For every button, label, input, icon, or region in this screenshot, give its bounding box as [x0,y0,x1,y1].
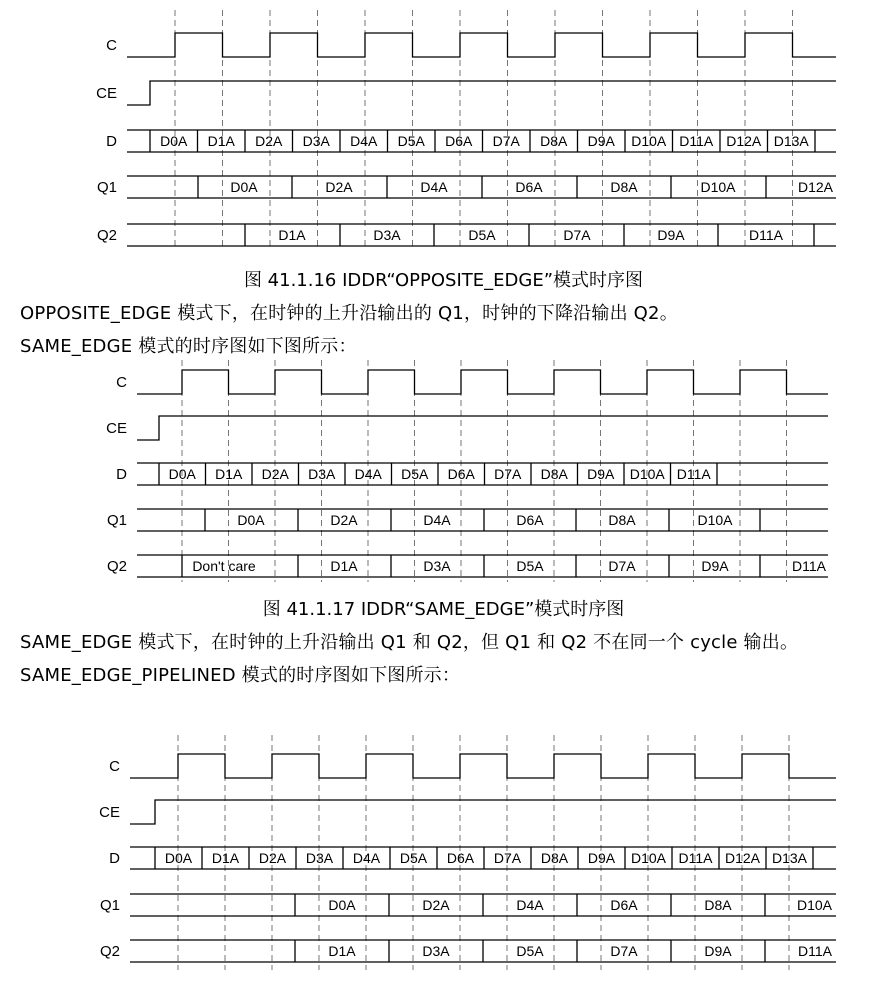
q2-bus-cell: D11A [749,227,783,243]
q2-bus-cell: D11A [792,558,826,574]
q1-bus-cell: D6A [515,179,543,195]
q1-bus-cell: D10A [700,179,736,195]
ce-waveform [130,800,836,824]
q1-bus-cell: D10A [796,897,832,913]
q1-bus-cell: D2A [325,179,353,195]
signal-label-q1: Q1 [99,897,120,914]
d-bus-cell: D2A [258,850,287,866]
q2-bus-cell: D5A [516,943,544,959]
d-bus-cell: D3A [305,850,334,866]
d-bus-cell: D6A [445,133,473,149]
ce-waveform [127,81,836,105]
paragraph-same-edge-description: SAME_EDGE 模式下，在时钟的上升沿输出 Q1 和 Q2，但 Q1 和 Q2 不在同一个 cycle 输出。 [20,632,799,653]
q2-bus-cell: D1A [328,943,356,959]
signal-label-q2: Q2 [99,943,120,960]
q1-bus-cell: D4A [420,179,448,195]
signal-label-ce: CE [106,420,127,437]
d-bus-cell: D4A [354,466,382,482]
d-bus-cell: D10A [629,466,665,482]
q2-bus-cell: D1A [330,558,358,574]
q2-bus-cell: D3A [373,227,401,243]
q1-bus-cell: D2A [422,897,450,913]
signal-label-q2: Q2 [106,558,127,575]
d-bus-cell: D9A [587,850,616,866]
clock-waveform [130,754,836,778]
clock-waveform [137,370,828,394]
q2-bus-cell: Don't care [192,558,256,574]
d-bus-cell: D13A [773,133,809,149]
q1-bus-cell: D0A [237,512,265,528]
figure-caption-opposite-edge: 图 41.1.16 IDDR“OPPOSITE_EDGE”模式时序图 [243,270,644,291]
ce-waveform [137,416,828,440]
diagram-opposite-edge [96,10,836,250]
d-bus-cell: D4A [352,850,381,866]
d-bus-cell: D1A [215,466,243,482]
d-bus-cell: D11A [679,133,714,149]
d-bus-cell: D3A [308,466,336,482]
d-bus-cell: D1A [207,133,235,149]
d-bus-cell: D10A [631,133,667,149]
d-bus-cell: D12A [724,850,761,866]
signal-label-ce: CE [96,85,117,102]
q2-bus-cell: D7A [608,558,636,574]
figure-caption-same-edge: 图 41.1.17 IDDR“SAME_EDGE”模式时序图 [262,599,625,620]
d-bus-cell: D6A [447,466,475,482]
q2-bus-cell: D9A [701,558,729,574]
q1-bus-cell: D4A [516,897,544,913]
signal-label-c: C [106,37,117,54]
d-bus-cell: D4A [350,133,378,149]
d-bus-cell: D9A [587,466,615,482]
d-bus-cell: D10A [630,850,667,866]
d-bus-cell: D0A [164,850,193,866]
q1-bus-cell: D4A [423,512,451,528]
d-bus-cell: D8A [540,850,569,866]
diagram-same-edge [106,360,828,582]
signal-label-c: C [109,758,120,775]
signal-label-ce: CE [99,804,120,821]
d-bus-cell: D2A [261,466,289,482]
d-bus-cell: D8A [540,466,568,482]
q1-bus-cell: D0A [328,897,356,913]
signal-label-q2: Q2 [96,227,117,244]
d-bus-cell: D5A [399,850,428,866]
signal-label-q1: Q1 [106,512,127,529]
q1-bus-cell: D2A [330,512,358,528]
diagram-same-edge-pipelined [99,735,836,970]
d-bus-cell: D11A [676,466,711,482]
clock-waveform [127,33,836,57]
paragraph-opposite-edge-description: OPPOSITE_EDGE 模式下，在时钟的上升沿输出的 Q1，时钟的下降沿输出 Q2。 [20,303,678,324]
q1-bus-cell: D12A [797,179,833,195]
q2-bus-cell: D7A [563,227,591,243]
q2-bus-cell: D5A [468,227,496,243]
d-bus-cell: D3A [302,133,330,149]
d-bus-cell: D5A [401,466,429,482]
q1-bus-cell: D8A [608,512,636,528]
d-bus-cell: D13A [771,850,808,866]
d-bus-cell: D1A [211,850,240,866]
signal-label-d: D [109,850,120,867]
d-bus-cell: D7A [494,466,522,482]
q2-bus-cell: D7A [610,943,638,959]
q2-bus-cell: D1A [278,227,306,243]
paragraph-same-edge-intro: SAME_EDGE 模式的时序图如下图所示： [20,336,357,357]
d-bus-cell: D0A [160,133,188,149]
d-bus-cell: D2A [255,133,283,149]
d-bus-cell: D5A [397,133,425,149]
d-bus-cell: D12A [726,133,762,149]
q2-bus-cell: D11A [798,943,832,959]
d-bus-cell: D11A [678,850,713,866]
q1-bus-cell: D8A [704,897,732,913]
q2-bus-cell: D3A [423,558,451,574]
q1-bus-cell: D6A [516,512,544,528]
q2-bus-cell: D9A [657,227,685,243]
signal-label-q1: Q1 [96,179,117,196]
signal-label-d: D [106,133,117,150]
d-bus-cell: D6A [446,850,475,866]
q1-bus-cell: D10A [697,512,733,528]
q1-bus-cell: D8A [610,179,638,195]
d-bus-cell: D7A [493,850,522,866]
d-bus-cell: D7A [492,133,520,149]
signal-label-c: C [116,374,127,391]
q2-bus-cell: D9A [704,943,732,959]
paragraph-pipelined-intro: SAME_EDGE_PIPELINED 模式的时序图如下图所示： [20,665,461,686]
signal-label-d: D [116,466,127,483]
d-bus-cell: D0A [168,466,196,482]
d-bus-cell: D8A [540,133,568,149]
q2-bus-cell: D3A [422,943,450,959]
q1-bus-cell: D0A [230,179,258,195]
d-bus-cell: D9A [587,133,615,149]
q2-bus-cell: D5A [516,558,544,574]
q1-bus-cell: D6A [610,897,638,913]
